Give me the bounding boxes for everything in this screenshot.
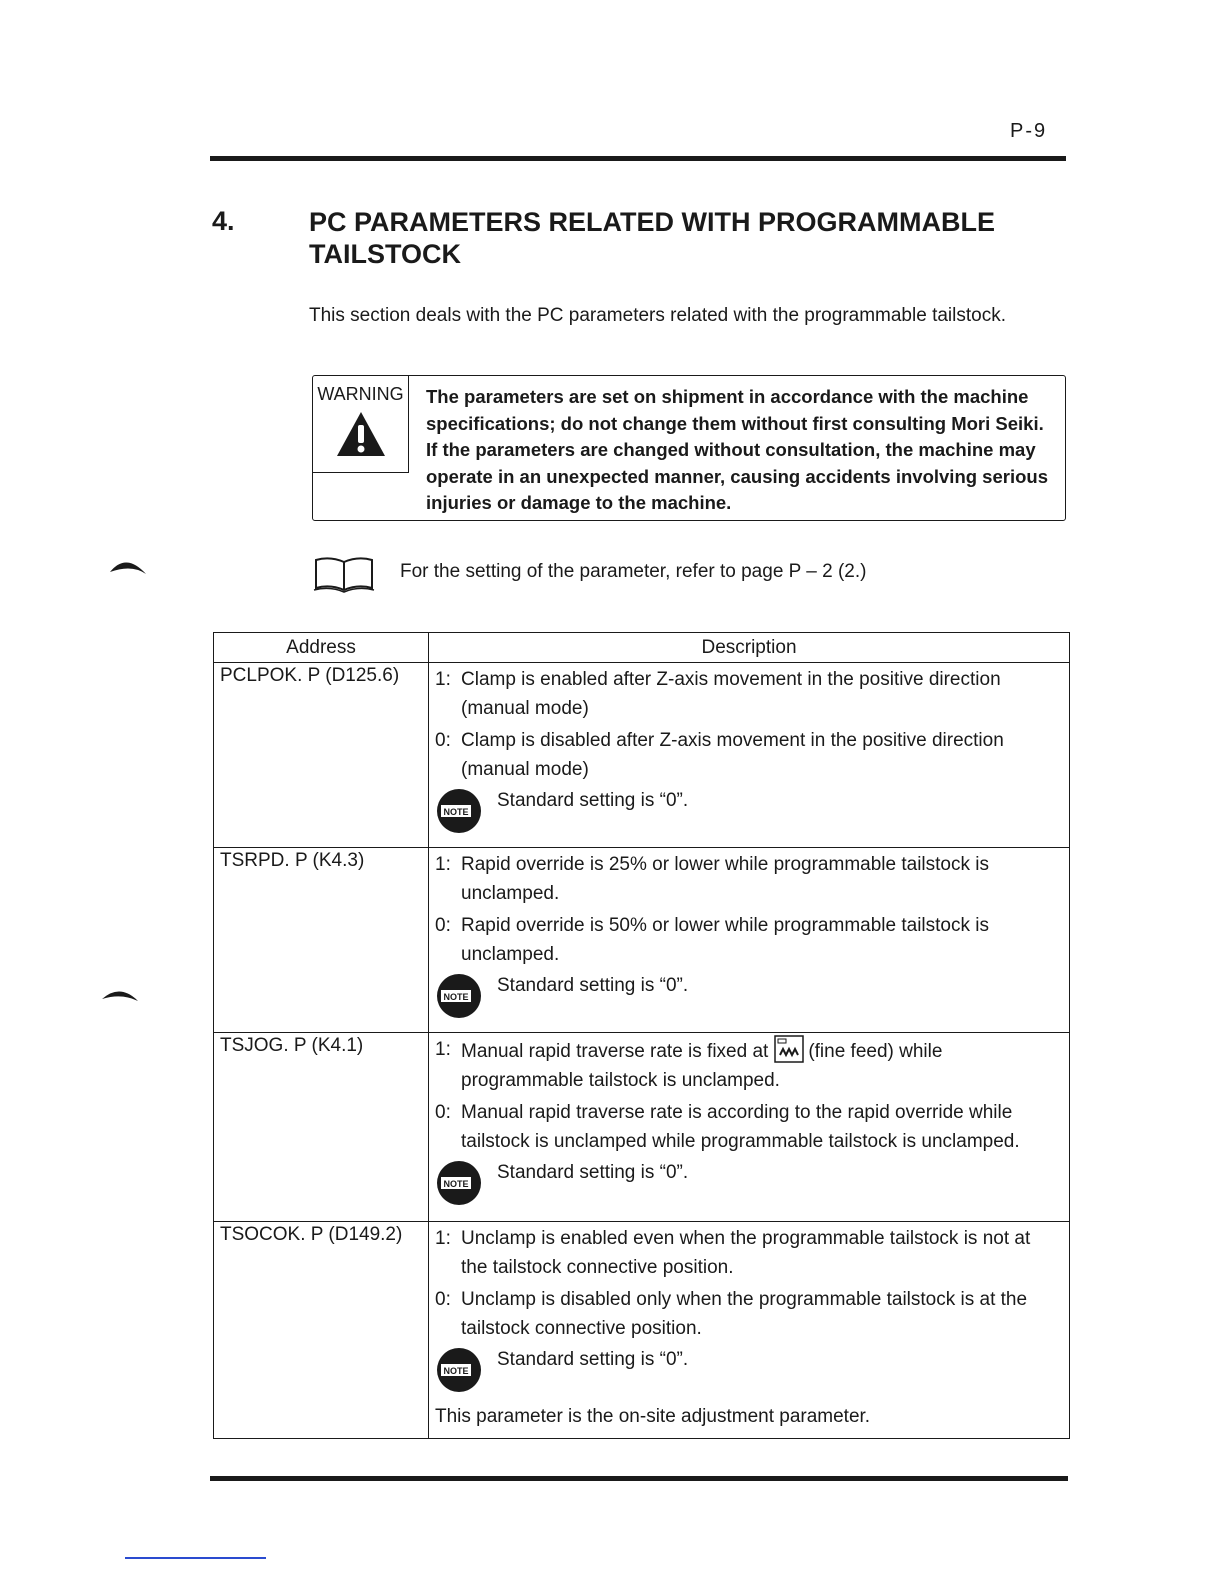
warning-label: WARNING bbox=[317, 384, 404, 404]
note-text: Standard setting is “0”. bbox=[497, 1349, 689, 1370]
svg-text:NOTE: NOTE bbox=[443, 1366, 469, 1376]
note-text: Standard setting is “0”. bbox=[497, 975, 689, 996]
note-icon bbox=[435, 787, 485, 837]
option-text: Rapid override is 25% or lower while programmable tailstock is unclamped. bbox=[461, 854, 989, 904]
option-number: 1: bbox=[435, 1039, 451, 1060]
option-item bbox=[435, 1098, 1063, 1156]
bottom-rule bbox=[210, 1476, 1068, 1481]
option-text: Clamp is enabled after Z-axis movement in the positive direction (manual mode) bbox=[461, 669, 1001, 719]
note-icon bbox=[435, 972, 485, 1022]
table-row bbox=[214, 1033, 1070, 1222]
open-book-icon bbox=[313, 554, 375, 594]
option-text-after: (fine feed) while programmable tailstock is unclamped. bbox=[461, 1041, 943, 1091]
table-row bbox=[214, 848, 1070, 1033]
option-item bbox=[435, 850, 1063, 908]
note-icon bbox=[435, 1346, 485, 1396]
fine-feed-key-icon bbox=[774, 1035, 804, 1063]
table-row bbox=[214, 1222, 1070, 1439]
warning-tag bbox=[313, 376, 409, 473]
address-cell: TSOCOK. P (D149.2) bbox=[214, 1222, 429, 1439]
option-text: Manual rapid traverse rate is according to the rapid override while tailstock is unclamped while programmable tailstock is unclamped. bbox=[461, 1102, 1020, 1152]
option-text-before: Manual rapid traverse rate is fixed at bbox=[461, 1041, 769, 1062]
scan-edge-line bbox=[125, 1557, 266, 1559]
section-intro: This section deals with the PC parameters related with the programmable tailstock. bbox=[309, 305, 1006, 326]
svg-text:NOTE: NOTE bbox=[443, 1179, 469, 1189]
warning-triangle-icon bbox=[335, 410, 387, 458]
note-text: Standard setting is “0”. bbox=[497, 1162, 689, 1183]
option-item bbox=[435, 911, 1063, 969]
option-number: 0: bbox=[435, 1102, 451, 1123]
option-item bbox=[435, 1224, 1063, 1282]
option-number: 1: bbox=[435, 1228, 451, 1249]
binder-hole-mark bbox=[108, 554, 148, 578]
note-row bbox=[435, 1346, 1063, 1402]
description-cell bbox=[429, 1033, 1070, 1222]
option-number: 0: bbox=[435, 730, 451, 751]
address-cell: TSJOG. P (K4.1) bbox=[214, 1033, 429, 1222]
svg-text:NOTE: NOTE bbox=[443, 807, 469, 817]
description-cell bbox=[429, 1222, 1070, 1439]
address-cell: TSRPD. P (K4.3) bbox=[214, 848, 429, 1033]
address-column-header: Address bbox=[214, 633, 429, 663]
note-row bbox=[435, 972, 1063, 1028]
warning-box bbox=[312, 375, 1066, 521]
binder-hole-mark bbox=[100, 983, 140, 1007]
option-item bbox=[435, 1035, 1063, 1095]
top-rule bbox=[210, 156, 1066, 161]
note-row bbox=[435, 787, 1063, 843]
page-number: P-9 bbox=[1010, 120, 1048, 142]
section-number: 4. bbox=[212, 206, 235, 236]
table-header-row bbox=[214, 633, 1070, 663]
description-cell bbox=[429, 848, 1070, 1033]
section-title: PC PARAMETERS RELATED WITH PROGRAMMABLE TAILSTOCK bbox=[309, 207, 995, 269]
option-text: Unclamp is enabled even when the programmable tailstock is not at the tailstock connective position. bbox=[461, 1228, 1031, 1278]
option-number: 1: bbox=[435, 669, 451, 690]
note-icon bbox=[435, 1159, 485, 1209]
option-item bbox=[435, 665, 1063, 723]
description-column-header: Description bbox=[429, 633, 1070, 663]
option-number: 0: bbox=[435, 915, 451, 936]
option-item bbox=[435, 1285, 1063, 1343]
reference-text: For the setting of the parameter, refer to page P – 2 (2.) bbox=[400, 561, 867, 582]
option-text bbox=[461, 1035, 1051, 1095]
parameter-table bbox=[213, 632, 1070, 1439]
note-text: Standard setting is “0”. bbox=[497, 790, 689, 811]
address-cell: PCLPOK. P (D125.6) bbox=[214, 663, 429, 848]
svg-text:NOTE: NOTE bbox=[443, 992, 469, 1002]
option-number: 1: bbox=[435, 854, 451, 875]
note-row bbox=[435, 1159, 1063, 1215]
option-text: Clamp is disabled after Z-axis movement in the positive direction (manual mode) bbox=[461, 730, 1004, 780]
option-number: 0: bbox=[435, 1289, 451, 1310]
option-text: Unclamp is disabled only when the programmable tailstock is at the tailstock connective position. bbox=[461, 1289, 1028, 1339]
option-item bbox=[435, 726, 1063, 784]
description-cell bbox=[429, 663, 1070, 848]
warning-text: The parameters are set on shipment in accordance with the machine specifications; do not change them without first consulting Mori Seiki. If the parameters are changed without consultation, the machine may operate in an unexpected manner, causing accidents involving serious injuries or damage to the machine. bbox=[426, 386, 1048, 513]
table-row bbox=[214, 663, 1070, 848]
extra-note-text: This parameter is the on-site adjustment parameter. bbox=[435, 1406, 871, 1427]
option-text: Rapid override is 50% or lower while programmable tailstock is unclamped. bbox=[461, 915, 989, 965]
